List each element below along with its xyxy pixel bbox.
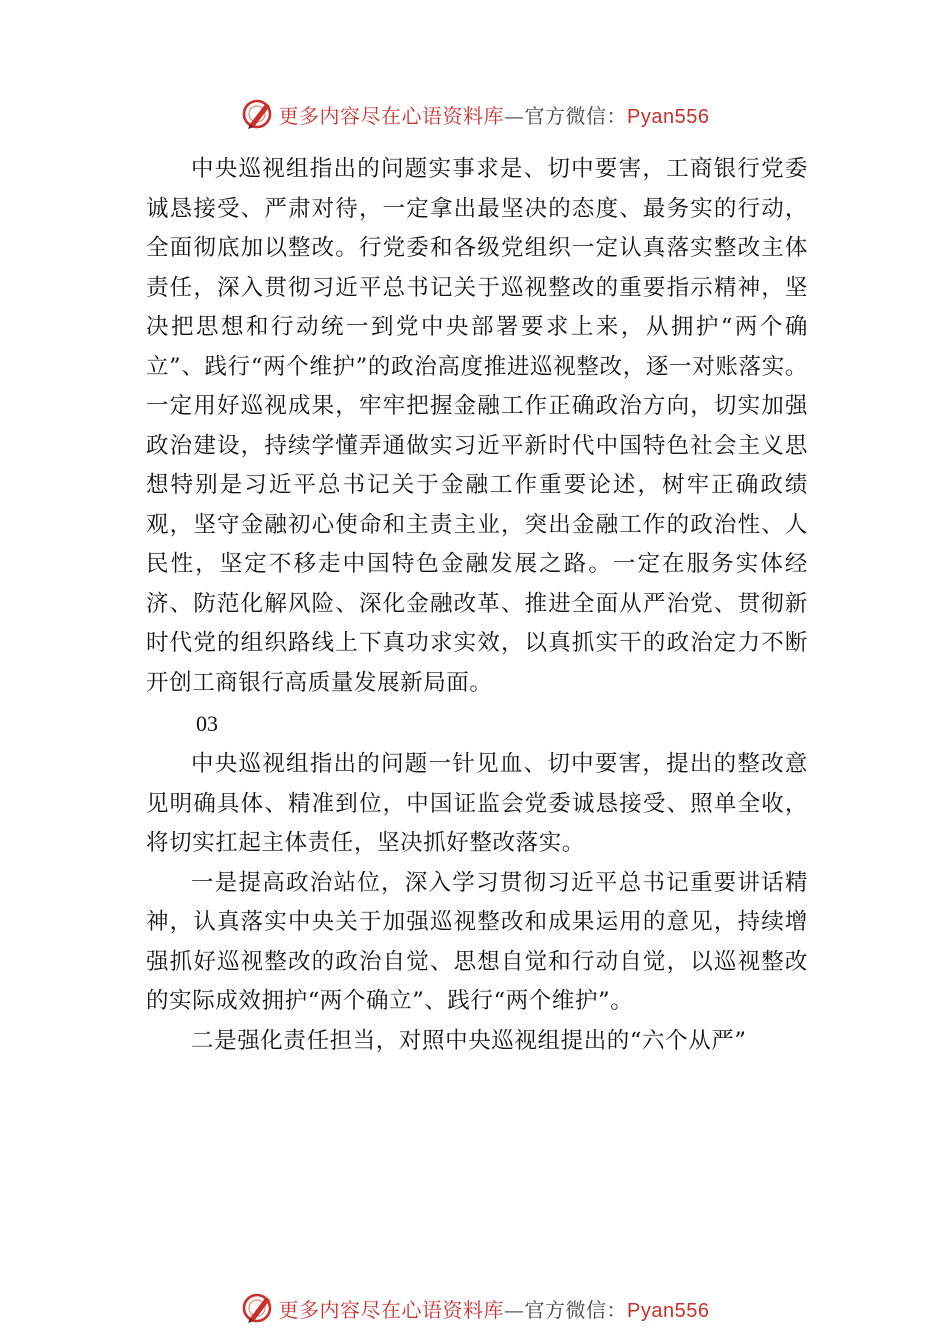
banner-wechat-id: Pyan556 <box>627 1299 710 1322</box>
header-banner-text <box>279 100 710 129</box>
pen-circle-logo-icon <box>241 97 275 131</box>
document-body <box>146 150 808 1061</box>
pen-circle-logo-icon <box>241 1291 275 1325</box>
banner-main-text: 更多内容尽在心语资料库 <box>278 103 505 128</box>
banner-separator: — <box>504 1297 525 1322</box>
section-number: 03 <box>196 711 218 736</box>
banner-wechat-id: Pyan556 <box>627 105 710 128</box>
body-paragraph-2: 中央巡视组指出的问题一针见血、切中要害，提出的整改意见明确具体、精准到位，中国证监会党委诚恳接受、照单全收，将切实扛起主体责任，坚决抓好整改落实。 <box>146 751 808 856</box>
body-paragraph-4: 二是强化责任担当，对照中央巡视组提出的“六个从严” <box>191 1027 747 1054</box>
body-paragraph-1: 中央巡视组指出的问题实事求是、切中要害，工商银行党委诚恳接受、严肃对待，一定拿出最坚决的态度、最务实的行动，全面彻底加以整改。行党委和各级党组织一定认真落实整改主体责任，深入贯彻习近平总书记关于巡视整改的重要指示精神，坚决把思想和行动统一到党中央部署要求上来，从拥护“两个确立”、践行“两个维护”的政治高度推进巡视整改，逐一对账落实。一定用好巡视成果，牢牢把握金融工作正确政治方向，切实加强政治建设，持续学懂弄通做实习近平新时代中国特色社会主义思想特别是习近平总书记关于金融工作重要论述，树牢正确政绩观，坚守金融初心使命和主责主业，突出金融工作的政治性、人民性，坚定不移走中国特色金融发展之路。一定在服务实体经济、防范化解风险、深化金融改革、推进全面从严治党、贯彻新时代党的组织路线上下真功求实效，以真抓实干的政治定力不断开创工商银行高质量发展新局面。 <box>146 156 808 696</box>
banner-wechat-label: 官方微信： <box>524 1297 628 1322</box>
footer-banner <box>0 1290 950 1326</box>
banner-main-text: 更多内容尽在心语资料库 <box>278 1297 505 1322</box>
banner-separator: — <box>504 103 525 128</box>
banner-wechat-label: 官方微信： <box>524 103 628 128</box>
header-banner <box>0 96 950 132</box>
body-paragraph-3: 一是提高政治站位，深入学习贯彻习近平总书记重要讲话精神，认真落实中央关于加强巡视整改和成果运用的意见，持续增强抓好巡视整改的政治自觉、思想自觉和行动自觉，以巡视整改的实际成效拥护“两个确立”、践行“两个维护”。 <box>146 869 808 1014</box>
footer-banner-text <box>279 1294 710 1323</box>
